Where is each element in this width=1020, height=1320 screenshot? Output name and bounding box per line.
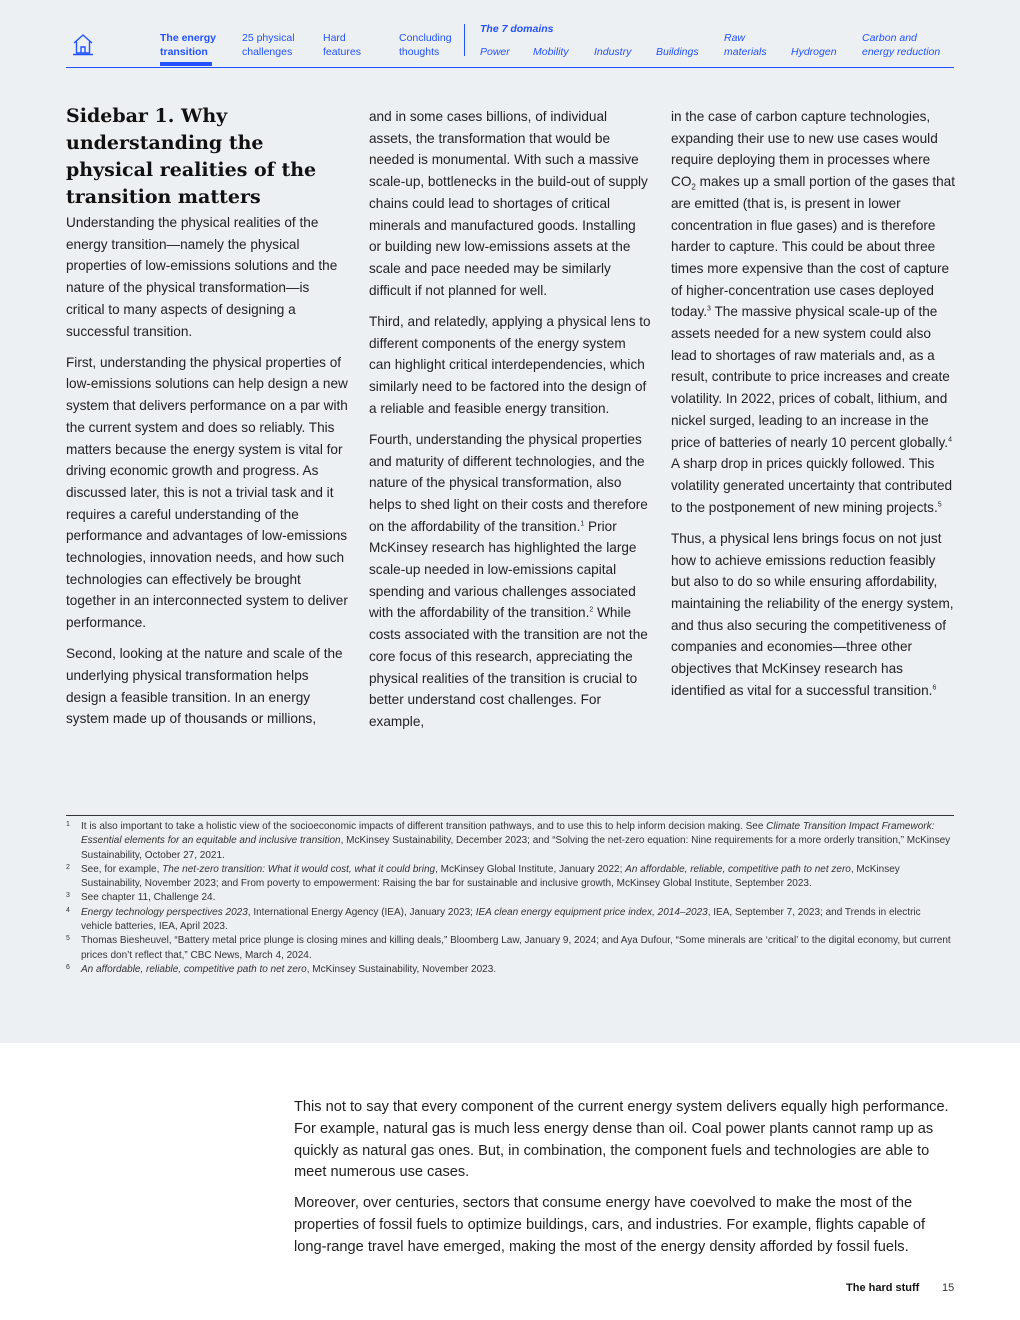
nav-item-energy-transition[interactable]: The energy transition	[160, 32, 217, 58]
nav-domain-hydrogen[interactable]: Hydrogen	[791, 46, 837, 58]
footnotes	[66, 820, 954, 977]
domains-heading: The 7 domains	[480, 23, 554, 35]
footnote-ref[interactable]: 2	[589, 606, 594, 614]
footnote-ref[interactable]: 6	[932, 684, 937, 692]
paragraph: Understanding the physical realities of the energy transition—namely the physical properties of low-emissions solutions and the nature of the physical transformation—is critical to many aspects of designing a successful transition.	[66, 215, 338, 339]
paragraph: Thus, a physical lens brings focus on not just how to achieve emissions reduction feasibly but also to do so while ensuring affordability, maintaining the reliability of the energy system, and thus also securing the competitiveness of companies and economies—three other objectives that McKinsey research has identified as vital for a successful transition.$^6$	[671, 530, 954, 698]
paragraph: Third, and relatedly, applying a physical lens to different components of the energy system can highlight critical interdependencies, which similarly need to be factored into the design of a reliable and feasible energy transition.	[369, 313, 651, 416]
nav-item-concluding-thoughts[interactable]: Concluding thoughts	[399, 32, 452, 58]
footnote-ref[interactable]: 4	[948, 436, 952, 444]
footnote-divider	[66, 815, 954, 816]
footnote: 5 Thomas Biesheuvel, “Battery metal price plunge is closing mines and killing deals,” Bloomberg Law, January 9, 2024; and Aya Dufour, “Some minerals are ‘critical’ to the digital economy, but current prices don’t reflect that,” CBC News, March 4, 2024.	[66, 935, 951, 961]
footnote: 4 Energy technology perspectives 2023, International Energy Agency (IEA), January 2023; IEA clean energy equipment price index, 2014–2023, IEA, September 7, 2023; and Trends in electric vehicle batteries, IEA, April 2023.	[66, 906, 921, 933]
footnote: 2 See, for example, The net-zero transition: What it would cost, what it could bring, McKinsey Global Institute, January 2022; An affordable, reliable, competitive path to net zero, McKinsey Sustainability, November 2023; and From poverty to empowerment: Raising the bar for sustainable and inclusive growth, McKinsey Global Institute, September 2023.	[66, 863, 900, 890]
paragraph: in the case of carbon capture technologies, expanding their use to new use cases would require deploying them in processes where $CO_2$ makes up a small portion of the gases that are emitted (that is, is present in lower concentration in flue gases) and is therefore harder to capture. This could be about three times more expensive than the cost of capture of higher-concentration use cases deployed today.$^3$ The massive physical scale-up of the assets needed for a new system could also lead to shortages of raw materials and, as a result, contribute to price increases and create volatility. In 2022, prices of cobalt, lithium, and nickel surged, leading to an increase in the price of batteries of nearly 10 percent globally.$^4$ A sharp drop in prices quickly followed. This volatility generated uncertainty that contributed to the postponement of new mining projects.$^5$	[671, 109, 956, 515]
paragraph: Fourth, understanding the physical properties and maturity of different technologies, and the nature of the physical transformation, also helps to shed light on their costs and therefore on the affordability of the transition.$^1$ Prior McKinsey research has highlighted the large scale-up needed in low-emissions capital spending and various challenges associated with the affordability of the transition.$^2$ While costs associated with the transition are not the core focus of this research, appreciating the physical realities of the transition is crucial to better understand cost challenges. For example,	[369, 431, 648, 729]
nav-domain-industry[interactable]: Industry	[594, 46, 632, 58]
page-number: 15	[942, 1282, 955, 1294]
nav-domain-raw-materials[interactable]: Raw materials	[724, 32, 767, 58]
paragraph: and in some cases billions, of individual assets, the transformation that would be needed is monumental. With such a massive scale-up, bottlenecks in the build-out of supply chains could lead to shortages of critical minerals and manufactured goods. Installing or building new low-emissions assets at the scale and pace needed may be similarly difficult if not planned for well.	[369, 109, 648, 298]
footnote: 6 An affordable, reliable, competitive path to net zero, McKinsey Sustainability, November 2023.	[66, 963, 497, 975]
home-icon[interactable]	[72, 32, 94, 56]
footnote-ref[interactable]: 1	[580, 520, 585, 528]
sidebar-column-1	[66, 212, 348, 740]
paragraph: Second, looking at the nature and scale of the underlying physical transformation helps design a feasible transition. In an energy system made up of thousands or millions,	[66, 646, 343, 727]
footnote-ref[interactable]: 3	[707, 305, 711, 313]
nav-domain-carbon-energy-reduction[interactable]: Carbon and energy reduction	[862, 32, 941, 58]
footnote: 3 See chapter 11, Challenge 24.	[66, 892, 216, 904]
footer-report-title: The hard stuff	[846, 1282, 920, 1294]
nav-divider	[464, 24, 465, 56]
top-navigation	[66, 0, 954, 68]
nav-domain-power[interactable]: Power	[480, 46, 510, 58]
paragraph: First, understanding the physical properties of low-emissions solutions can help design a new system that delivers performance on a par with the current system and does so reliably. This matters because the energy system is vital for driving economic growth and progress. As discussed later, this is not a trivial task and it requires a careful understanding of the performance and advantages of low-emissions technologies, innovation needs, and how such technologies can effectively be brought together in an interconnected system to deliver performance.	[66, 354, 348, 631]
main-body-text	[294, 1097, 956, 1268]
footnote-ref[interactable]: 5	[937, 501, 942, 509]
footnote: 1 It is also important to take a holistic view of the socioeconomic impacts of different transition pathways, and to use this to help inform decision making. See Climate Transition Impact Framework: Essential elements for an equitable and inclusive transition, McKinsey Sustainability, December 2023; and “Solving the net-zero equation: Nine requirements for a more orderly transition,” McKinsey Sustainability, October 27, 2021.	[66, 821, 951, 861]
sidebar-column-3	[671, 106, 957, 711]
nav-item-physical-challenges[interactable]: 25 physical challenges	[242, 32, 295, 58]
sidebar-title: Sidebar 1. Why understanding the physical realities of the transition matters	[66, 105, 317, 208]
sidebar-column-2	[369, 106, 651, 742]
nav-item-hard-features[interactable]: Hard features	[323, 32, 361, 58]
paragraph: Moreover, over centuries, sectors that consume energy have coevolved to make the most of the properties of fossil fuels to optimize buildings, cars, and industries. For example, flights capable of long-range travel have emerged, making the most of the energy density afforded by fossil fuels.	[294, 1195, 926, 1255]
nav-domain-buildings[interactable]: Buildings	[656, 46, 699, 58]
nav-domain-mobility[interactable]: Mobility	[533, 46, 569, 58]
paragraph: This not to say that every component of the current energy system delivers equally high performance. For example, natural gas is much less energy dense than oil. Coal power plants cannot ramp up as quickly as natural gas ones. But, in combination, the component fuels and technologies are able to meet numerous use cases.	[294, 1099, 949, 1181]
